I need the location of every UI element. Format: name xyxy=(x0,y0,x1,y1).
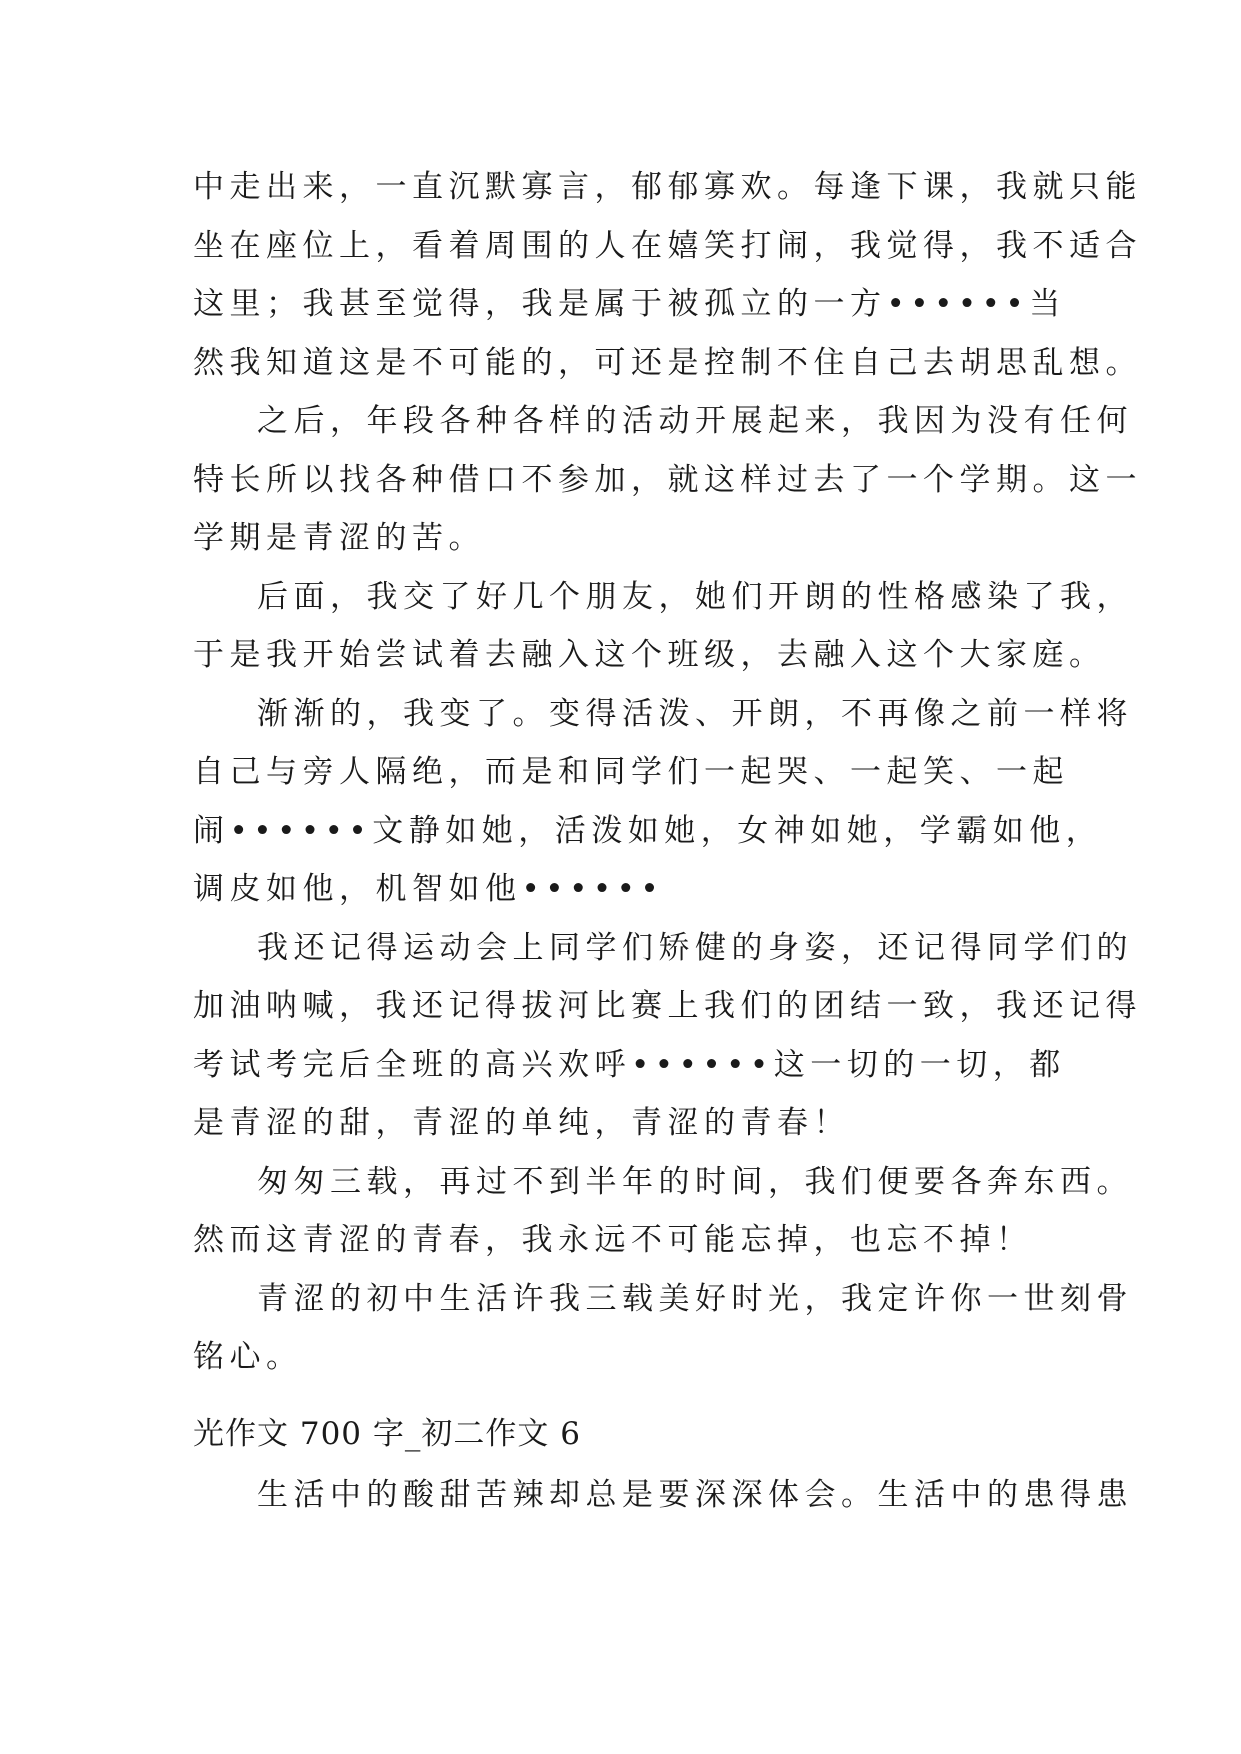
essay-body xyxy=(193,158,1142,1387)
text-line: 生活中的酸甜苦辣却总是要深深体会。生活中的患得患 xyxy=(257,1477,1133,1513)
text-line: 渐渐的，我变了。变得活泼、开朗，不再像之前一样将 xyxy=(257,695,1133,732)
text-line: 后面，我交了好几个朋友，她们开朗的性格感染了我， xyxy=(257,578,1133,615)
text-line: 坐在座位上，看着周围的人在嬉笑打闹，我觉得，我不适合 xyxy=(193,227,1142,264)
text-line: 然而这青涩的青春，我永远不可能忘掉，也忘不掉！ xyxy=(193,1222,1033,1258)
text-line: 学期是青涩的苦。 xyxy=(193,520,485,556)
text-line: 是青涩的甜，青涩的单纯，青涩的青春！ xyxy=(193,1105,850,1141)
text-line: 闹••••••文静如她，活泼如她，女神如她，学霸如他， xyxy=(193,812,1103,849)
text-line: 考试考完后全班的高兴欢呼••••••这一切的一切，都 xyxy=(193,1046,1066,1083)
text-line: 铭心。 xyxy=(193,1339,303,1375)
text-line: 之后，年段各种各样的活动开展起来，我因为没有任何 xyxy=(257,403,1133,439)
section-heading: 光作文 700 字_初二作文 6 xyxy=(193,1416,581,1452)
text-line: 这里；我甚至觉得，我是属于被孤立的一方••••••当 xyxy=(193,286,1066,322)
text-line: 青涩的初中生活许我三载美好时光，我定许你一世刻骨 xyxy=(257,1280,1133,1317)
text-line: 特长所以找各种借口不参加，就这样过去了一个学期。这一 xyxy=(193,461,1142,498)
text-line: 匆匆三载，再过不到半年的时间，我们便要各奔东西。 xyxy=(257,1163,1133,1200)
next-essay-body xyxy=(193,1466,1133,1525)
text-line: 我还记得运动会上同学们矫健的身姿，还记得同学们的 xyxy=(257,929,1133,966)
text-line: 加油呐喊，我还记得拔河比赛上我们的团结一致，我还记得 xyxy=(193,988,1142,1024)
text-line: 于是我开始尝试着去融入这个班级，去融入这个大家庭。 xyxy=(193,637,1106,673)
text-line: 调皮如他，机智如他•••••• xyxy=(193,871,665,907)
text-line: 中走出来，一直沉默寡言，郁郁寡欢。每逢下课，我就只能 xyxy=(193,169,1142,205)
text-line: 然我知道这是不可能的，可还是控制不住自己去胡思乱想。 xyxy=(193,344,1142,381)
text-line: 自己与旁人隔绝，而是和同学们一起哭、一起笑、一起 xyxy=(193,754,1069,790)
